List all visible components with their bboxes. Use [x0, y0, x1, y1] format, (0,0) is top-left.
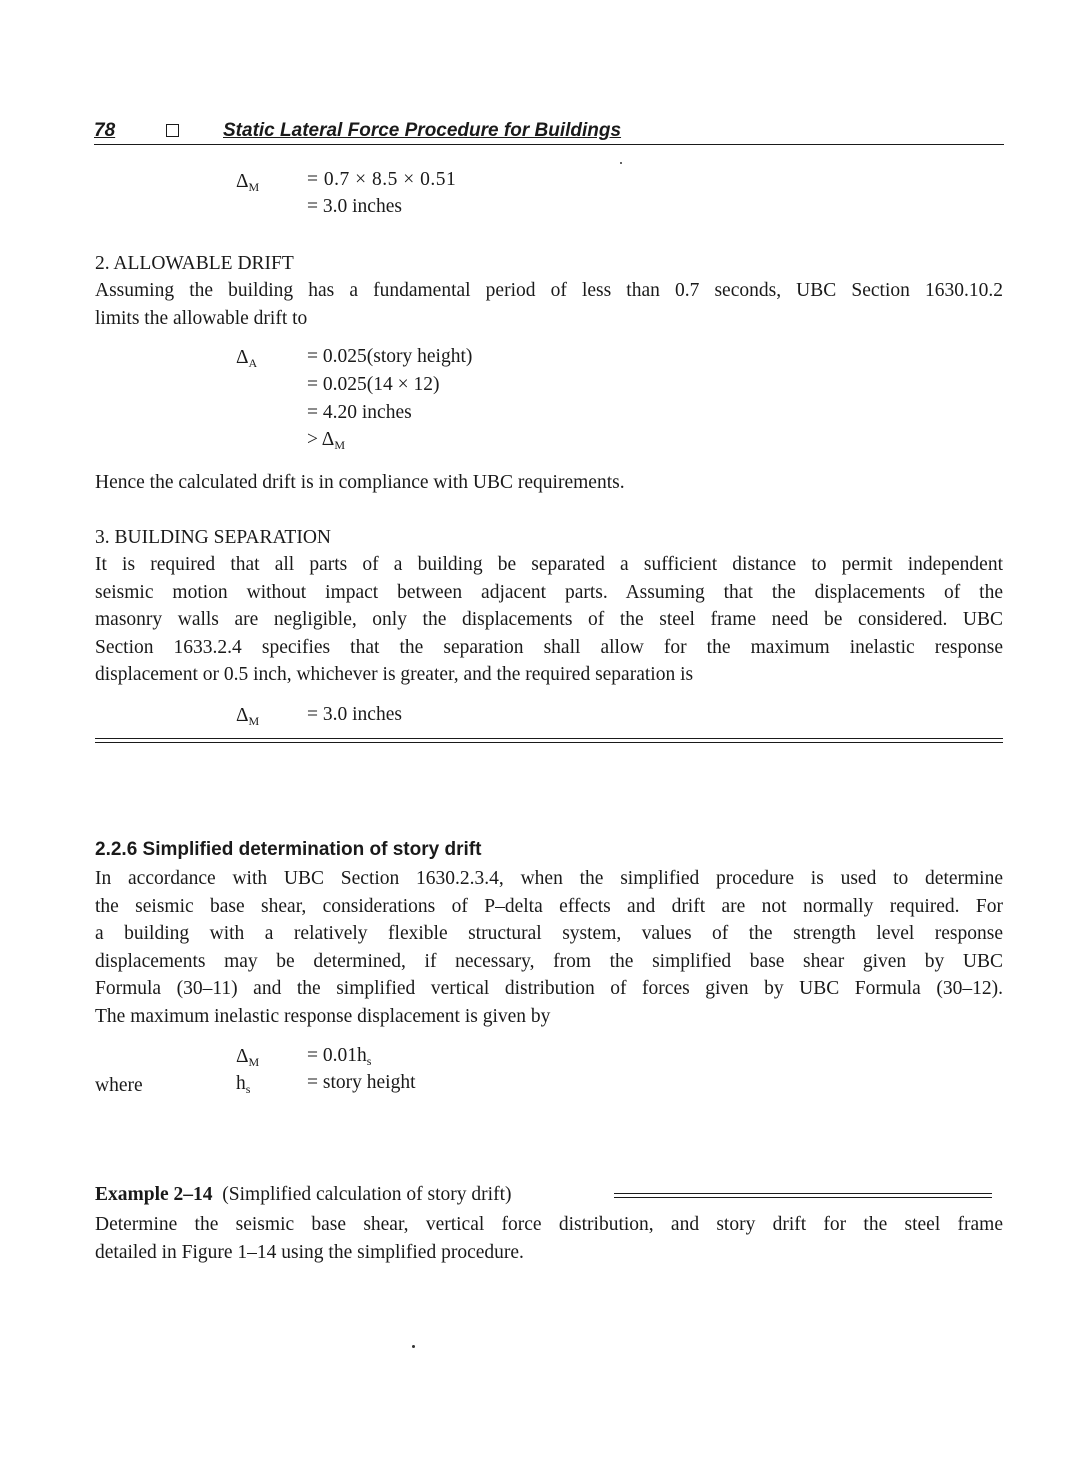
paragraph-line: displacement or 0.5 inch, whichever is greater, and the required separation is	[95, 664, 694, 686]
running-header	[94, 118, 1004, 145]
delta-m-symbol: $\Delta_M$	[236, 171, 260, 194]
paragraph-line: detailed in Figure 1–14 using the simplified procedure.	[95, 1241, 524, 1263]
story-height-symbol: $h_s$	[236, 1073, 251, 1096]
paragraph-line: The maximum inelastic response displacement is given by	[95, 1005, 551, 1027]
paragraph-line: the seismic base shear, considerations of P–delta effects and drift are not normally required. For	[95, 895, 1003, 917]
building-separation-heading: 3. BUILDING SEPARATION	[95, 527, 331, 548]
paragraph-line: displacements may be determined, if necessary, from the simplified base shear given by UBC	[95, 950, 1003, 972]
paragraph-line: It is required that all parts of a building be separated a sufficient distance to permit independent	[95, 554, 1003, 575]
delta-a-symbol: $\Delta_A$	[236, 347, 258, 370]
story-drift-eq: = $0.01h_s$	[307, 1045, 372, 1068]
example-title-rule	[614, 1193, 992, 1198]
drift-eq-line-3: = 4.20 inches	[307, 402, 412, 423]
calc-line-2: = 3.0 inches	[307, 196, 402, 217]
story-height-definition: = story height	[307, 1072, 416, 1093]
header-box-icon	[166, 124, 179, 137]
example-end-rule	[95, 738, 1003, 743]
paragraph-line: a building with a relatively flexible structural system, values of the strength level response	[95, 923, 1003, 945]
paragraph-line: In accordance with UBC Section 1630.2.3.4, when the simplified procedure is used to determine	[95, 868, 1003, 889]
delta-m-symbol: $\Delta_M$	[236, 1046, 260, 1069]
paragraph-line: Assuming the building has a fundamental period of less than 0.7 seconds, UBC Section 1630.10.2	[95, 280, 1003, 301]
section-heading: 2.2.6 Simplified determination of story drift	[95, 839, 482, 860]
building-separation-paragraph	[95, 551, 1003, 689]
paragraph-line: seismic motion without impact between adjacent parts. Assuming that the displacements of the	[95, 581, 1003, 603]
allowable-drift-paragraph	[95, 277, 1003, 332]
drift-eq-line-4: > $\Delta_M$	[307, 429, 346, 452]
calc-line-1: = 0.7 × 8.5 × 0.51	[307, 169, 457, 190]
paragraph-line: limits the allowable drift to	[95, 307, 308, 329]
paragraph-line: Section 1633.2.4 specifies that the separation shall allow for the maximum inelastic response	[95, 636, 1003, 658]
allowable-drift-heading: 2. ALLOWABLE DRIFT	[95, 253, 294, 274]
paragraph-line: masonry walls are negligible, only the displacements of the steel frame need be considered. UBC	[95, 609, 1003, 631]
delta-m-symbol: $\Delta_M$	[236, 705, 260, 728]
paragraph-line: Formula (30–11) and the simplified vertical distribution of forces given by UBC Formula (30–12).	[95, 978, 1003, 1000]
page-number: 78	[94, 120, 116, 141]
example-title: Example 2–14 (Simplified calculation of story drift)	[95, 1184, 512, 1205]
chapter-title: Static Lateral Force Procedure for Buildings	[223, 120, 622, 141]
drift-eq-line-2: = 0.025(14 × 12)	[307, 374, 440, 395]
where-label: where	[95, 1075, 143, 1096]
paragraph-line: Determine the seismic base shear, vertical force distribution, and story drift for the steel frame	[95, 1214, 1003, 1235]
drift-eq-line-1: = 0.025(story height)	[307, 346, 473, 367]
scan-speck	[620, 162, 622, 164]
compliance-statement: Hence the calculated drift is in compliance with UBC requirements.	[95, 472, 625, 493]
section-paragraph	[95, 865, 1003, 1031]
separation-eq: = 3.0 inches	[307, 704, 402, 725]
scan-speck	[412, 1345, 415, 1348]
example-paragraph	[95, 1211, 1003, 1266]
